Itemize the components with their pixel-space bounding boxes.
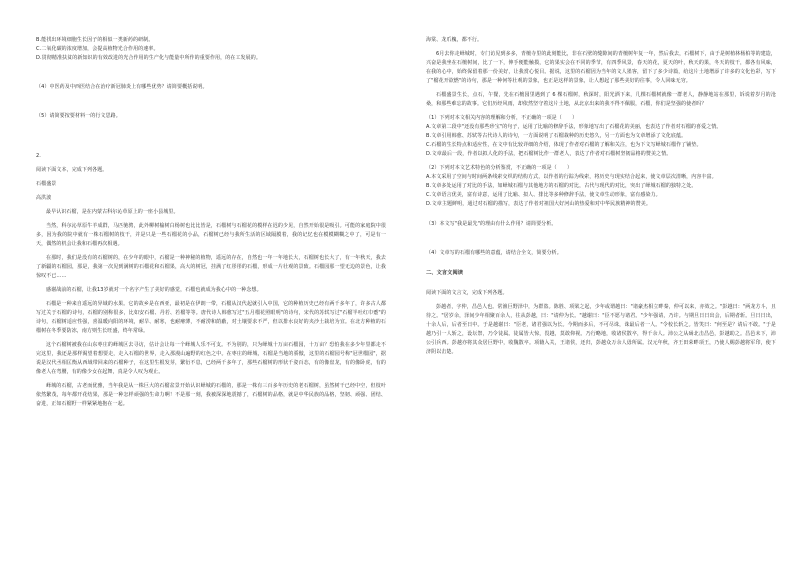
- passage-paragraph: 峄城的石榴，古老而优雅，当年我是从一株巨大的石榴盆景开始认识峄城的石榴的，那是一株有三百多年历史的老石榴树，虽然树干已经中空，但枝叶依然繁茂，每年都开花结果，那是一种怎样顽强的生命力啊！不是那一刻，我被深深地震撼了，石榴树的品格，就是中华民族的品格，坚韧、顽强、团结、奋进，正如石榴籽一样紧紧地抱在一起。: [36, 383, 386, 407]
- classical-instruction: 阅读下面的文言文，完成下列各题。: [426, 290, 508, 296]
- reading-instruction: 阅读下面文本，完成下列各题。: [36, 167, 108, 173]
- question-3: （3）本文写"我是最先"的理由有什么作用？请简要分析。: [426, 221, 557, 227]
- passage-paragraph: 感谢战前的石榴，让我13岁就对一个名字产生了美好的感觉，石榴也就成为我心中的一种念想。: [46, 287, 262, 293]
- passage-continuation: 海棠、龙爪槐，都不行。: [426, 37, 483, 43]
- passage-paragraph: 石榴盛景生长，点石，午餐，先在石檀园里遇到了 6 棵石榴树，秋深时，阳光洒下来，几棵石榴树就像一群老人，静静地站在那里，诉说着岁月的沧桑，和那些难忘的故事。它们历经风雨，却依然坚守着这片土地，从北京出来的我不得不佩服，石榴，你们是坚强的使者吗？: [426, 92, 776, 107]
- q1-option-d: D.文章最后一段，作者以拟人化的手法，把石榴树比作一群老人，表达了作者对石榴树坚韧品格的赞美之情。: [426, 151, 672, 157]
- option-d: D.贯彻精准扶贫的新知识的有效改进的光合作用的生产化与能量中所作的重要作用，的在工发展的。: [36, 55, 261, 61]
- classical-passage: 彭越者，字仲，昌邑人也。常渔巨野泽中，为群盗。陈胜、项梁之起，少年或谓越曰："诸豪杰相立畔秦，仲可以来，亦效之。"彭越曰："两龙方斗，且待之。"居岁余，泽间少年相聚百余人，往从彭越，曰："请仲为长。"越谢曰："臣不愿与诸君。"少年强请，乃许。与期旦日日出会，后期者斩。旦日日出，十余人后，后者至日中。于是越谢曰："臣老，诸君强以为长。今期而多后，不可尽诛，诛最后者一人。"令校长斩之。皆笑曰："何至是？请后不敢。"于是越乃引一人斩之，设坛祭，乃令徒属。徒属皆大惊，畏越，莫敢仰视。乃行略地，收诸侯散卒，得千余人。沛公之从砀北击昌邑，彭越助之。昌邑未下，沛公引兵西。彭越亦将其众居巨野中，收魏散卒。项籍入关，王诸侯，还归，彭越众万余人毋所属。汉元年秋，齐王田荣畔项王，乃使人赐彭越将军印，使下济阴以击楚。: [426, 304, 776, 355]
- passage-paragraph: 石榴是一种来自遥远的异域的水果。它的故乡是在西亚，最初是在伊朗一带，石榴从汉代起就引入中国，它的种植历史已经有两千多年了，许多古人都写过关于石榴的诗句，石榴的别称很多，比如安石榴、丹若、若榴等等。唐代诗人韩愈写过"五月榴花照眼明"的诗句，宋代的苏轼写过"石榴半吐红巾蹙"的诗句，石榴树适应性强，喜温暖向阳的环境，耐旱、耐寒，也耐瘠薄，不耐涝和荫蔽，对土壤要求不严，但以排水良好的夹沙土栽培为宜。在北方种植的石榴树在冬季要防冻，南方则生长旺盛，终年常绿。: [36, 301, 386, 334]
- q2-option-b: B.文章多处运用了对比的手法，如峄城石榴与其他地方的石榴的对比，古代与现代的对比，突出了峄城石榴的独特之处。: [426, 183, 697, 189]
- question-4: （4）中医药及中西医结合在治疗新冠肺炎上有哪些优势？请简要概括说明。: [36, 84, 208, 90]
- left-column: [36, 36, 386, 409]
- passage-paragraph: 最早认识石榴，是在内蒙古科尔沁草原上的一座小县城里。: [46, 209, 179, 215]
- passage-paragraph: 6月去你走峄城时，专门访见到多多，青檀寺里的此刻能比，非在石壁的缝隙间的青檀树年复一年，然后我去，石榴树下，由于是树植林杨柏等的建造，兴奋是我坐在石檀树间，比了一下，伸手便能触摸，它的果实会在不同的季节，有四季风景，春天的花，夏天的叶，秋天的果，冬天的枝干，都各有风味，在我的心中，始终保留着那一份美好，让我赏心悦目。据说，这里的石榴因为当年的文人墨客，留下了多少诗篇，给这片土地增添了许多的文化色彩，写下了"榴花开欲燃"的诗句，那是一种何等壮观的景象，也正是这样的景象，让人想起了那些美好的往事，令人回味无穷。: [426, 51, 776, 84]
- section-heading: 二、文言文阅读: [426, 270, 464, 276]
- q2-option-c: C.文章语言优美，富有诗意，运用了比喻、拟人、排比等多种修辞手法，使文章生动形象，富有感染力。: [426, 192, 661, 198]
- right-column: [426, 36, 776, 357]
- passage-author: 高洪波: [36, 195, 52, 201]
- option-c: C.二氧化碳的浓度增加，会提高植物光合作用的速率。: [36, 46, 159, 52]
- question-1: （1）下列对本文相关内容的理解和分析，不正确的一项是（ ）: [426, 115, 578, 121]
- passage-title: 石榴盛景: [36, 181, 57, 187]
- passage-paragraph: 这个石榴树被我在山东枣庄的峄城区去寻访，估计会让每一个峄城人乐不可支。不为别的，只为峄城十万亩石榴园，十万亩？恐怕我在多少年里都走不完这里，我还是那样渴望着想要走，走入石榴的世界，走入那漫山遍野的红色之中。在枣庄的峄城，石榴是当地的骄傲，这里的石榴园号称"冠世榴园"，据说是汉代丞相匡衡从西域带回来的石榴种子，在这里生根发芽，繁衍不息，已经两千多年了，那些石榴树的形状千姿百态，有的像盘龙，有的像卧虎，有的像老人在弯腰，有的像少女在起舞，真是令人叹为观止。: [36, 342, 386, 375]
- q1-option-c: C.石榴的生长特点和适应性，在文中有比较详细的介绍，体现了作者对石榴的了解和关注，也为下文写峄城石榴作了铺垫。: [426, 142, 702, 148]
- question-5: （5）请简要按要材料一的行文思路。: [36, 113, 121, 119]
- question-4-right: （4）文章写的石榴有哪些的意蕴，请结合全文，简要分析。: [426, 250, 562, 256]
- question-number-2: 2.: [36, 153, 41, 159]
- q2-option-d: D.文章主题鲜明，通过对石榴的描写，表达了作者对祖国大好河山的热爱和对中华民族精神的赞美。: [426, 201, 651, 207]
- q2-option-a: A.本文采用了空间与时间两条线索交织的结构方式，以作者的行踪为线索，将历史与现实结合起来，使文章层次清晰，内容丰富。: [426, 174, 717, 180]
- q1-option-a: A.文章第二段中"还没有那些珍宝"的句子，运用了比喻的修辞手法，形象地写出了石榴花的美丽，也表达了作者对石榴的喜爱之情。: [426, 124, 722, 130]
- passage-paragraph: 当然，科尔沁草原牛羊成群，马匹驰骋，此外柳树榆树白杨树也比比皆是，石榴树与石榴花的模样在迟的少见，自然开始很是吸引。可能的家庭院中很多，因为我的院中就有一株石榴树的枝干，并是只是一些石榴花的小品，石榴树已经与我所生活的区域隔膜着，我的记忆也在模模糊糊之中了，可是有一天，偶然的机会让我和石榴再次相遇。: [36, 223, 386, 247]
- question-2: （2）下列对本文艺术特色的分析鉴赏，不正确的一项是（ ）: [426, 165, 573, 171]
- q1-option-b: B.文章引用韩愈、苏轼等古代诗人的诗句，一方面说明了石榴栽种的历史悠久，另一方面也为文章增添了文化底蕴。: [426, 133, 687, 139]
- passage-paragraph: 在那时，我们是没有的石榴树的，在少年的眼中，石榴是一种神秘的植物，遥远的存在，自然也一年一年地长大，石榴树也长大了，有一年秋天，我去了新疆的石榴园，那是，我第一次见到满树的石榴花和石榴果，高大的树冠，挂满了红彤彤的石榴，形成一片壮观的景致。石榴园那一望无边的景色，让我惊叹不已……: [36, 255, 386, 279]
- option-b: B.能找出环境细胞生长因子的相似一类新药的研制。: [36, 37, 154, 43]
